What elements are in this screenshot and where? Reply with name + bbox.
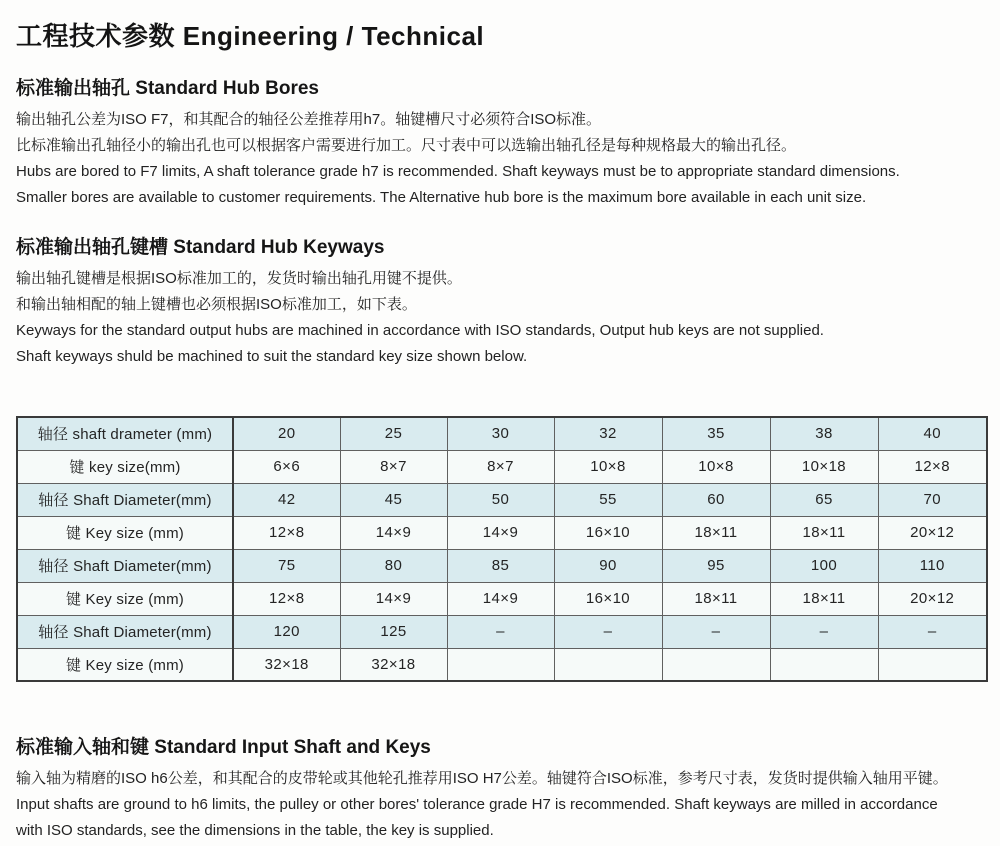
table-cell: 30 xyxy=(447,417,554,450)
table-cell: – xyxy=(878,615,987,648)
table-cell: 35 xyxy=(662,417,770,450)
table-body xyxy=(17,417,987,681)
table-row-label: 键 Key size (mm) xyxy=(17,516,233,549)
table-cell: 110 xyxy=(878,549,987,582)
table-cell: 90 xyxy=(554,549,662,582)
table-cell: 14×9 xyxy=(447,582,554,615)
table-cell: 20×12 xyxy=(878,582,987,615)
table-cell: 70 xyxy=(878,483,987,516)
paragraph-line: 输入轴为精磨的ISO h6公差，和其配合的皮带轮或其他轮孔推荐用ISO H7公差。轴键符合ISO标准，参考尺寸表，发货时提供输入轴用平键。 xyxy=(16,770,948,787)
table-cell: 18×11 xyxy=(662,582,770,615)
section-standard-hub-keyways xyxy=(16,232,984,370)
section-standard-input-shaft xyxy=(16,732,984,844)
table-row xyxy=(17,516,987,549)
table-cell: 85 xyxy=(447,549,554,582)
table-cell: 12×8 xyxy=(233,582,340,615)
table-cell: 10×8 xyxy=(554,450,662,483)
table-cell: 80 xyxy=(340,549,447,582)
table-cell: 20 xyxy=(233,417,340,450)
shaft-key-size-table xyxy=(16,416,988,682)
table-cell: 32×18 xyxy=(340,648,447,681)
table-cell: 18×11 xyxy=(770,582,878,615)
paragraph-line: with ISO standards, see the dimensions in the table, the key is supplied. xyxy=(16,822,494,839)
table-cell: – xyxy=(447,615,554,648)
table-cell xyxy=(878,648,987,681)
table-row xyxy=(17,648,987,681)
paragraph-line: 输出轴孔公差为ISO F7，和其配合的轴径公差推荐用h7。轴键槽尺寸必须符合ISO标准。 xyxy=(16,111,602,128)
table-cell: 12×8 xyxy=(878,450,987,483)
table-row xyxy=(17,549,987,582)
paragraph-line: Shaft keyways shuld be machined to suit the standard key size shown below. xyxy=(16,348,528,365)
table-cell: 18×11 xyxy=(770,516,878,549)
table-cell: 14×9 xyxy=(340,582,447,615)
paragraph-line: Smaller bores are available to customer requirements. The Alternative hub bore is the maximum bore available in each unit size. xyxy=(16,189,867,206)
table-row xyxy=(17,615,987,648)
table-cell xyxy=(447,648,554,681)
table-cell: 6×6 xyxy=(233,450,340,483)
table-cell xyxy=(770,648,878,681)
page-title: 工程技术参数 Engineering / Technical xyxy=(16,21,485,51)
table-row xyxy=(17,450,987,483)
table-cell: 32×18 xyxy=(233,648,340,681)
section-heading-hub-bores: 标准输出轴孔 Standard Hub Bores xyxy=(16,78,319,99)
table-cell: – xyxy=(554,615,662,648)
table-cell: 95 xyxy=(662,549,770,582)
table-row-label: 轴径 shaft drameter (mm) xyxy=(17,417,233,450)
table-cell: 42 xyxy=(233,483,340,516)
table-row-label: 键 key size(mm) xyxy=(17,450,233,483)
table-row xyxy=(17,483,987,516)
table-cell: 75 xyxy=(233,549,340,582)
table-cell: – xyxy=(662,615,770,648)
table-cell: 14×9 xyxy=(447,516,554,549)
paragraph-line: Hubs are bored to F7 limits, A shaft tolerance grade h7 is recommended. Shaft keyways must be to appropriate standard dimensions. xyxy=(16,163,900,180)
table-cell: 65 xyxy=(770,483,878,516)
paragraph-line: Keyways for the standard output hubs are machined in accordance with ISO standards, Output hub keys are not supplied. xyxy=(16,322,824,339)
table-cell xyxy=(554,648,662,681)
table-row xyxy=(17,417,987,450)
table-cell: 38 xyxy=(770,417,878,450)
table-cell: 60 xyxy=(662,483,770,516)
table-cell: 120 xyxy=(233,615,340,648)
table-row-label: 轴径 Shaft Diameter(mm) xyxy=(17,483,233,516)
table-cell: 20×12 xyxy=(878,516,987,549)
table-cell: 55 xyxy=(554,483,662,516)
table-row xyxy=(17,582,987,615)
paragraph-line: 和输出轴相配的轴上键槽也必须根据ISO标准加工，如下表。 xyxy=(16,296,417,313)
table-cell: 16×10 xyxy=(554,516,662,549)
table-cell: 45 xyxy=(340,483,447,516)
table-cell: 12×8 xyxy=(233,516,340,549)
section-standard-hub-bores xyxy=(16,73,984,211)
section-heading-input-shaft: 标准输入轴和键 Standard Input Shaft and Keys xyxy=(16,737,431,758)
table-cell xyxy=(662,648,770,681)
table-cell: 18×11 xyxy=(662,516,770,549)
table-cell: 50 xyxy=(447,483,554,516)
table-row-label: 键 Key size (mm) xyxy=(17,648,233,681)
table-row-label: 轴径 Shaft Diameter(mm) xyxy=(17,615,233,648)
table-cell: 10×18 xyxy=(770,450,878,483)
section-heading-hub-keyways: 标准输出轴孔键槽 Standard Hub Keyways xyxy=(16,237,385,258)
table-cell: 32 xyxy=(554,417,662,450)
table-row-label: 键 Key size (mm) xyxy=(17,582,233,615)
table-cell: 8×7 xyxy=(340,450,447,483)
table-cell: – xyxy=(770,615,878,648)
paragraph-line: 比标准输出孔轴径小的输出孔也可以根据客户需要进行加工。尺寸表中可以选输出轴孔径是每种规格最大的输出孔径。 xyxy=(16,137,797,154)
paragraph-line: Input shafts are ground to h6 limits, the pulley or other bores' tolerance grade H7 is recommended. Shaft keyways are milled in accordance xyxy=(16,796,938,813)
table-row-label: 轴径 Shaft Diameter(mm) xyxy=(17,549,233,582)
table-cell: 25 xyxy=(340,417,447,450)
table-cell: 8×7 xyxy=(447,450,554,483)
paragraph-line: 输出轴孔键槽是根据ISO标准加工的，发货时输出轴孔用键不提供。 xyxy=(16,270,462,287)
table-cell: 10×8 xyxy=(662,450,770,483)
table-cell: 16×10 xyxy=(554,582,662,615)
table-cell: 40 xyxy=(878,417,987,450)
table-cell: 100 xyxy=(770,549,878,582)
table-cell: 125 xyxy=(340,615,447,648)
table-cell: 14×9 xyxy=(340,516,447,549)
